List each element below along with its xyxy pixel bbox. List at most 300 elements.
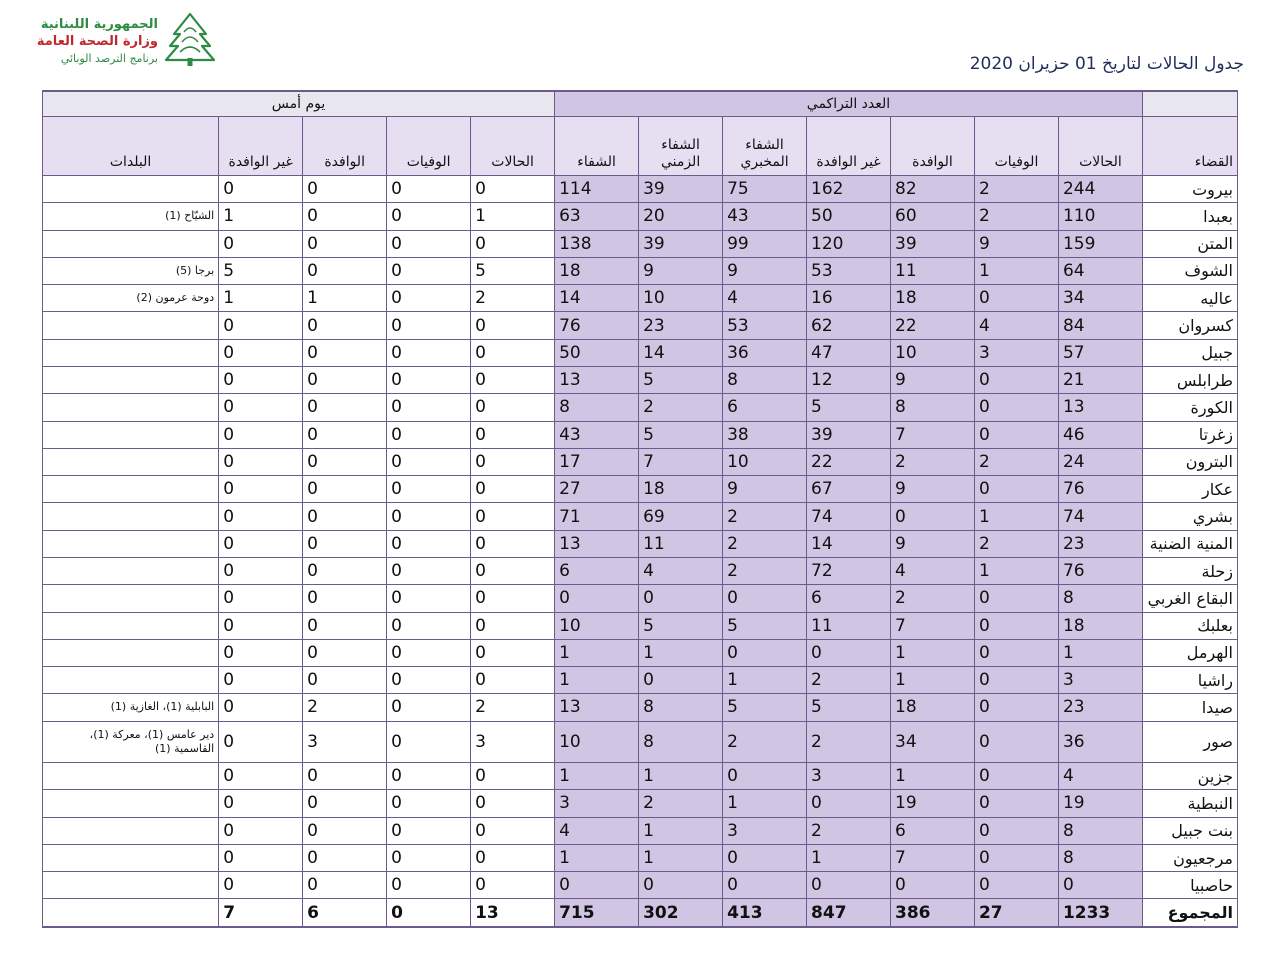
recovered-time-cell: 20 bbox=[639, 203, 723, 230]
col-header-yesterday-imported: الوافدة bbox=[303, 117, 387, 176]
yesterday-deaths-cell: 0 bbox=[387, 230, 471, 257]
towns-cell bbox=[43, 312, 219, 339]
non-imported-cell: 3 bbox=[807, 763, 891, 790]
imported-cell: 22 bbox=[891, 312, 975, 339]
recovered-lab-cell: 9 bbox=[723, 257, 807, 284]
yesterday-imported-cell: 0 bbox=[303, 763, 387, 790]
district-cell: بشري bbox=[1142, 503, 1237, 530]
recovered-cell: 6 bbox=[555, 557, 639, 584]
col-header-district: القضاء bbox=[1142, 117, 1237, 176]
cases-cell: 13 bbox=[1058, 394, 1142, 421]
deaths-cell: 0 bbox=[974, 844, 1058, 871]
imported-cell: 9 bbox=[891, 366, 975, 393]
deaths-cell: 2 bbox=[974, 448, 1058, 475]
ministry-header bbox=[14, 10, 214, 72]
table-row bbox=[43, 230, 1238, 257]
yesterday-non-imported-cell: 0 bbox=[219, 790, 303, 817]
deaths-cell: 3 bbox=[974, 339, 1058, 366]
district-cell: صيدا bbox=[1142, 694, 1237, 721]
district-cell: الشوف bbox=[1142, 257, 1237, 284]
table-row bbox=[43, 421, 1238, 448]
recovered-cell: 13 bbox=[555, 694, 639, 721]
deaths-cell: 0 bbox=[974, 763, 1058, 790]
recovered-time-cell: 1 bbox=[639, 844, 723, 871]
yesterday-deaths-cell: 0 bbox=[387, 366, 471, 393]
cases-cell: 0 bbox=[1058, 872, 1142, 899]
imported-cell: 82 bbox=[891, 176, 975, 203]
recovered-time-cell: 39 bbox=[639, 230, 723, 257]
recovered-time-cell: 9 bbox=[639, 257, 723, 284]
yesterday-imported-cell: 0 bbox=[303, 790, 387, 817]
yesterday-deaths-cell: 0 bbox=[387, 176, 471, 203]
recovered-cell: 10 bbox=[555, 721, 639, 762]
recovered-lab-cell: 5 bbox=[723, 694, 807, 721]
non-imported-cell: 67 bbox=[807, 476, 891, 503]
yesterday-deaths-cell: 0 bbox=[387, 763, 471, 790]
recovered-cell: 14 bbox=[555, 285, 639, 312]
towns-cell bbox=[43, 394, 219, 421]
district-cell: طرابلس bbox=[1142, 366, 1237, 393]
district-cell: المجموع bbox=[1142, 899, 1237, 927]
imported-cell: 19 bbox=[891, 790, 975, 817]
cases-cell: 36 bbox=[1058, 721, 1142, 762]
cases-cell: 34 bbox=[1058, 285, 1142, 312]
col-header-cases: الحالات bbox=[1058, 117, 1142, 176]
non-imported-cell: 1 bbox=[807, 844, 891, 871]
yesterday-non-imported-cell: 0 bbox=[219, 530, 303, 557]
cases-cell: 8 bbox=[1058, 817, 1142, 844]
yesterday-cases-cell: 0 bbox=[471, 667, 555, 694]
table-title: جدول الحالات لتاريخ 01 حزيران 2020 bbox=[969, 54, 1244, 74]
recovered-cell: 13 bbox=[555, 530, 639, 557]
recovered-lab-cell: 2 bbox=[723, 530, 807, 557]
yesterday-deaths-cell: 0 bbox=[387, 639, 471, 666]
ministry-name: وزارة الصحة العامة bbox=[36, 34, 158, 49]
imported-cell: 18 bbox=[891, 694, 975, 721]
yesterday-cases-cell: 0 bbox=[471, 394, 555, 421]
district-cell: صور bbox=[1142, 721, 1237, 762]
non-imported-cell: 72 bbox=[807, 557, 891, 584]
recovered-cell: 10 bbox=[555, 612, 639, 639]
yesterday-imported-cell: 0 bbox=[303, 530, 387, 557]
district-cell: عكار bbox=[1142, 476, 1237, 503]
deaths-cell: 0 bbox=[974, 667, 1058, 694]
recovered-lab-cell: 75 bbox=[723, 176, 807, 203]
towns-cell bbox=[43, 530, 219, 557]
yesterday-cases-cell: 0 bbox=[471, 790, 555, 817]
towns-cell bbox=[43, 585, 219, 612]
recovered-lab-cell: 0 bbox=[723, 585, 807, 612]
recovered-lab-cell: 43 bbox=[723, 203, 807, 230]
deaths-cell: 4 bbox=[974, 312, 1058, 339]
recovered-cell: 18 bbox=[555, 257, 639, 284]
imported-cell: 7 bbox=[891, 612, 975, 639]
imported-cell: 8 bbox=[891, 394, 975, 421]
recovered-cell: 0 bbox=[555, 585, 639, 612]
yesterday-cases-cell: 0 bbox=[471, 366, 555, 393]
non-imported-cell: 22 bbox=[807, 448, 891, 475]
yesterday-imported-cell: 0 bbox=[303, 176, 387, 203]
towns-cell bbox=[43, 639, 219, 666]
non-imported-cell: 5 bbox=[807, 694, 891, 721]
recovered-time-cell: 18 bbox=[639, 476, 723, 503]
table-row bbox=[43, 176, 1238, 203]
recovered-cell: 138 bbox=[555, 230, 639, 257]
recovered-cell: 1 bbox=[555, 667, 639, 694]
yesterday-imported-cell: 0 bbox=[303, 844, 387, 871]
total-row bbox=[43, 899, 1238, 927]
imported-cell: 11 bbox=[891, 257, 975, 284]
recovered-time-cell: 0 bbox=[639, 872, 723, 899]
recovered-time-cell: 69 bbox=[639, 503, 723, 530]
towns-cell: دير عامس (1)، معركة (1)، القاسمية (1) bbox=[43, 721, 219, 762]
imported-cell: 0 bbox=[891, 872, 975, 899]
recovered-lab-cell: 0 bbox=[723, 639, 807, 666]
recovered-lab-cell: 1 bbox=[723, 790, 807, 817]
towns-cell bbox=[43, 448, 219, 475]
yesterday-imported-cell: 0 bbox=[303, 503, 387, 530]
republic-name: الجمهورية اللبنانية bbox=[40, 17, 158, 32]
yesterday-imported-cell: 0 bbox=[303, 421, 387, 448]
program-name: برنامج الترصد الوبائي bbox=[60, 52, 158, 65]
yesterday-cases-cell: 2 bbox=[471, 694, 555, 721]
yesterday-non-imported-cell: 0 bbox=[219, 844, 303, 871]
cases-cell: 84 bbox=[1058, 312, 1142, 339]
imported-cell: 18 bbox=[891, 285, 975, 312]
non-imported-cell: 50 bbox=[807, 203, 891, 230]
col-header-non-imported: غير الوافدة bbox=[807, 117, 891, 176]
yesterday-non-imported-cell: 0 bbox=[219, 612, 303, 639]
yesterday-imported-cell: 0 bbox=[303, 394, 387, 421]
imported-cell: 6 bbox=[891, 817, 975, 844]
table-row bbox=[43, 585, 1238, 612]
cases-cell: 8 bbox=[1058, 844, 1142, 871]
cases-cell: 57 bbox=[1058, 339, 1142, 366]
yesterday-cases-cell: 0 bbox=[471, 230, 555, 257]
yesterday-cases-cell: 0 bbox=[471, 557, 555, 584]
yesterday-cases-cell: 3 bbox=[471, 721, 555, 762]
recovered-lab-cell: 2 bbox=[723, 557, 807, 584]
recovered-time-cell: 7 bbox=[639, 448, 723, 475]
recovered-lab-cell: 2 bbox=[723, 721, 807, 762]
yesterday-non-imported-cell: 0 bbox=[219, 721, 303, 762]
deaths-cell: 0 bbox=[974, 285, 1058, 312]
towns-cell bbox=[43, 176, 219, 203]
recovered-lab-cell: 8 bbox=[723, 366, 807, 393]
recovered-lab-cell: 4 bbox=[723, 285, 807, 312]
district-cell: زحلة bbox=[1142, 557, 1237, 584]
deaths-cell: 0 bbox=[974, 817, 1058, 844]
district-cell: مرجعيون bbox=[1142, 844, 1237, 871]
yesterday-imported-cell: 3 bbox=[303, 721, 387, 762]
recovered-lab-cell: 3 bbox=[723, 817, 807, 844]
district-cell: زغرتا bbox=[1142, 421, 1237, 448]
recovered-time-cell: 23 bbox=[639, 312, 723, 339]
table-row bbox=[43, 203, 1238, 230]
deaths-cell: 0 bbox=[974, 585, 1058, 612]
cases-cell: 21 bbox=[1058, 366, 1142, 393]
deaths-cell: 0 bbox=[974, 639, 1058, 666]
yesterday-cases-cell: 0 bbox=[471, 817, 555, 844]
recovered-lab-cell: 0 bbox=[723, 763, 807, 790]
table-row bbox=[43, 763, 1238, 790]
yesterday-non-imported-cell: 0 bbox=[219, 503, 303, 530]
recovered-cell: 4 bbox=[555, 817, 639, 844]
district-cell: بيروت bbox=[1142, 176, 1237, 203]
recovered-cell: 63 bbox=[555, 203, 639, 230]
yesterday-cases-cell: 0 bbox=[471, 448, 555, 475]
yesterday-deaths-cell: 0 bbox=[387, 612, 471, 639]
non-imported-cell: 0 bbox=[807, 639, 891, 666]
recovered-cell: 27 bbox=[555, 476, 639, 503]
deaths-cell: 9 bbox=[974, 230, 1058, 257]
ministry-cedar-logo-icon bbox=[164, 12, 216, 68]
table-body bbox=[43, 176, 1238, 928]
yesterday-deaths-cell: 0 bbox=[387, 530, 471, 557]
table-row bbox=[43, 817, 1238, 844]
table-row bbox=[43, 530, 1238, 557]
deaths-cell: 2 bbox=[974, 176, 1058, 203]
table-row bbox=[43, 872, 1238, 899]
col-header-deaths: الوفيات bbox=[974, 117, 1058, 176]
non-imported-cell: 2 bbox=[807, 667, 891, 694]
recovered-lab-cell: 38 bbox=[723, 421, 807, 448]
recovered-time-cell: 4 bbox=[639, 557, 723, 584]
recovered-lab-cell: 6 bbox=[723, 394, 807, 421]
yesterday-imported-cell: 2 bbox=[303, 694, 387, 721]
cases-cell: 3 bbox=[1058, 667, 1142, 694]
table-row bbox=[43, 557, 1238, 584]
recovered-time-cell: 10 bbox=[639, 285, 723, 312]
recovered-lab-cell: 5 bbox=[723, 612, 807, 639]
col-header-imported: الوافدة bbox=[891, 117, 975, 176]
towns-cell bbox=[43, 763, 219, 790]
table-row bbox=[43, 476, 1238, 503]
yesterday-non-imported-cell: 0 bbox=[219, 872, 303, 899]
deaths-cell: 2 bbox=[974, 530, 1058, 557]
towns-cell bbox=[43, 667, 219, 694]
yesterday-cases-cell: 0 bbox=[471, 476, 555, 503]
table-row bbox=[43, 612, 1238, 639]
yesterday-cases-cell: 0 bbox=[471, 339, 555, 366]
deaths-cell: 0 bbox=[974, 366, 1058, 393]
recovered-cell: 1 bbox=[555, 763, 639, 790]
yesterday-imported-cell: 0 bbox=[303, 203, 387, 230]
recovered-lab-cell: 2 bbox=[723, 503, 807, 530]
non-imported-cell: 120 bbox=[807, 230, 891, 257]
col-header-recovered-time: الشفاء الزمني bbox=[639, 117, 723, 176]
non-imported-cell: 2 bbox=[807, 721, 891, 762]
imported-cell: 34 bbox=[891, 721, 975, 762]
yesterday-imported-cell: 0 bbox=[303, 639, 387, 666]
yesterday-non-imported-cell: 0 bbox=[219, 176, 303, 203]
recovered-lab-cell: 1 bbox=[723, 667, 807, 694]
recovered-time-cell: 2 bbox=[639, 790, 723, 817]
recovered-cell: 114 bbox=[555, 176, 639, 203]
imported-cell: 1 bbox=[891, 639, 975, 666]
yesterday-imported-cell: 0 bbox=[303, 612, 387, 639]
recovered-lab-cell: 9 bbox=[723, 476, 807, 503]
recovered-lab-cell: 413 bbox=[723, 899, 807, 927]
yesterday-non-imported-cell: 0 bbox=[219, 339, 303, 366]
table-row bbox=[43, 721, 1238, 762]
deaths-cell: 0 bbox=[974, 694, 1058, 721]
table-row bbox=[43, 285, 1238, 312]
towns-cell bbox=[43, 230, 219, 257]
yesterday-cases-cell: 0 bbox=[471, 503, 555, 530]
yesterday-cases-cell: 0 bbox=[471, 421, 555, 448]
recovered-lab-cell: 99 bbox=[723, 230, 807, 257]
district-cell: جزين bbox=[1142, 763, 1237, 790]
recovered-time-cell: 5 bbox=[639, 421, 723, 448]
cases-cell: 244 bbox=[1058, 176, 1142, 203]
imported-cell: 1 bbox=[891, 667, 975, 694]
recovered-lab-cell: 10 bbox=[723, 448, 807, 475]
recovered-time-cell: 1 bbox=[639, 817, 723, 844]
deaths-cell: 0 bbox=[974, 872, 1058, 899]
yesterday-cases-cell: 0 bbox=[471, 312, 555, 339]
yesterday-non-imported-cell: 0 bbox=[219, 421, 303, 448]
non-imported-cell: 11 bbox=[807, 612, 891, 639]
imported-cell: 7 bbox=[891, 844, 975, 871]
group-header-blank bbox=[1142, 91, 1237, 117]
recovered-cell: 71 bbox=[555, 503, 639, 530]
district-cell: البقاع الغربي bbox=[1142, 585, 1237, 612]
column-header-row bbox=[43, 117, 1238, 176]
towns-cell bbox=[43, 790, 219, 817]
recovered-time-cell: 11 bbox=[639, 530, 723, 557]
col-header-yesterday-cases: الحالات bbox=[471, 117, 555, 176]
recovered-cell: 0 bbox=[555, 872, 639, 899]
yesterday-deaths-cell: 0 bbox=[387, 312, 471, 339]
imported-cell: 0 bbox=[891, 503, 975, 530]
yesterday-non-imported-cell: 0 bbox=[219, 585, 303, 612]
table-row bbox=[43, 694, 1238, 721]
recovered-cell: 8 bbox=[555, 394, 639, 421]
yesterday-deaths-cell: 0 bbox=[387, 872, 471, 899]
cases-cell: 76 bbox=[1058, 557, 1142, 584]
imported-cell: 4 bbox=[891, 557, 975, 584]
yesterday-deaths-cell: 0 bbox=[387, 694, 471, 721]
recovered-time-cell: 1 bbox=[639, 763, 723, 790]
recovered-cell: 50 bbox=[555, 339, 639, 366]
yesterday-imported-cell: 0 bbox=[303, 339, 387, 366]
towns-cell bbox=[43, 476, 219, 503]
district-cell: حاصبيا bbox=[1142, 872, 1237, 899]
towns-cell: برجا (5) bbox=[43, 257, 219, 284]
yesterday-cases-cell: 0 bbox=[471, 612, 555, 639]
yesterday-imported-cell: 0 bbox=[303, 585, 387, 612]
towns-cell bbox=[43, 557, 219, 584]
recovered-lab-cell: 0 bbox=[723, 872, 807, 899]
imported-cell: 10 bbox=[891, 339, 975, 366]
yesterday-non-imported-cell: 0 bbox=[219, 639, 303, 666]
ministry-name-block bbox=[18, 16, 158, 67]
district-cell: راشيا bbox=[1142, 667, 1237, 694]
yesterday-non-imported-cell: 0 bbox=[219, 694, 303, 721]
yesterday-non-imported-cell: 0 bbox=[219, 448, 303, 475]
yesterday-imported-cell: 0 bbox=[303, 230, 387, 257]
yesterday-deaths-cell: 0 bbox=[387, 476, 471, 503]
yesterday-non-imported-cell: 0 bbox=[219, 366, 303, 393]
imported-cell: 39 bbox=[891, 230, 975, 257]
non-imported-cell: 39 bbox=[807, 421, 891, 448]
yesterday-deaths-cell: 0 bbox=[387, 585, 471, 612]
recovered-cell: 17 bbox=[555, 448, 639, 475]
yesterday-non-imported-cell: 0 bbox=[219, 763, 303, 790]
yesterday-non-imported-cell: 0 bbox=[219, 230, 303, 257]
cases-cell: 18 bbox=[1058, 612, 1142, 639]
table-row bbox=[43, 257, 1238, 284]
yesterday-cases-cell: 13 bbox=[471, 899, 555, 927]
table-row bbox=[43, 503, 1238, 530]
table-row bbox=[43, 844, 1238, 871]
towns-cell bbox=[43, 899, 219, 927]
cases-cell: 110 bbox=[1058, 203, 1142, 230]
district-cell: النبطية bbox=[1142, 790, 1237, 817]
district-cell: بعلبك bbox=[1142, 612, 1237, 639]
non-imported-cell: 6 bbox=[807, 585, 891, 612]
yesterday-imported-cell: 0 bbox=[303, 817, 387, 844]
yesterday-deaths-cell: 0 bbox=[387, 394, 471, 421]
district-cell: الهرمل bbox=[1142, 639, 1237, 666]
col-header-recovered: الشفاء bbox=[555, 117, 639, 176]
yesterday-deaths-cell: 0 bbox=[387, 721, 471, 762]
col-header-recovered-lab: الشفاء المخبري bbox=[723, 117, 807, 176]
deaths-cell: 1 bbox=[974, 557, 1058, 584]
yesterday-non-imported-cell: 1 bbox=[219, 285, 303, 312]
yesterday-imported-cell: 0 bbox=[303, 366, 387, 393]
yesterday-imported-cell: 6 bbox=[303, 899, 387, 927]
yesterday-cases-cell: 0 bbox=[471, 639, 555, 666]
deaths-cell: 0 bbox=[974, 790, 1058, 817]
imported-cell: 7 bbox=[891, 421, 975, 448]
non-imported-cell: 5 bbox=[807, 394, 891, 421]
yesterday-imported-cell: 0 bbox=[303, 476, 387, 503]
yesterday-non-imported-cell: 5 bbox=[219, 257, 303, 284]
non-imported-cell: 62 bbox=[807, 312, 891, 339]
yesterday-cases-cell: 0 bbox=[471, 844, 555, 871]
cases-cell: 74 bbox=[1058, 503, 1142, 530]
table-row bbox=[43, 394, 1238, 421]
cases-cell: 23 bbox=[1058, 694, 1142, 721]
deaths-cell: 0 bbox=[974, 394, 1058, 421]
table-row bbox=[43, 366, 1238, 393]
non-imported-cell: 14 bbox=[807, 530, 891, 557]
yesterday-imported-cell: 0 bbox=[303, 448, 387, 475]
non-imported-cell: 847 bbox=[807, 899, 891, 927]
district-cell: بعبدا bbox=[1142, 203, 1237, 230]
non-imported-cell: 53 bbox=[807, 257, 891, 284]
towns-cell bbox=[43, 817, 219, 844]
deaths-cell: 0 bbox=[974, 721, 1058, 762]
yesterday-deaths-cell: 0 bbox=[387, 421, 471, 448]
towns-cell bbox=[43, 503, 219, 530]
non-imported-cell: 0 bbox=[807, 790, 891, 817]
non-imported-cell: 0 bbox=[807, 872, 891, 899]
district-cell: الكورة bbox=[1142, 394, 1237, 421]
recovered-cell: 715 bbox=[555, 899, 639, 927]
table-row bbox=[43, 448, 1238, 475]
yesterday-imported-cell: 0 bbox=[303, 312, 387, 339]
yesterday-deaths-cell: 0 bbox=[387, 257, 471, 284]
yesterday-non-imported-cell: 7 bbox=[219, 899, 303, 927]
imported-cell: 2 bbox=[891, 448, 975, 475]
recovered-time-cell: 0 bbox=[639, 585, 723, 612]
yesterday-cases-cell: 2 bbox=[471, 285, 555, 312]
yesterday-non-imported-cell: 0 bbox=[219, 557, 303, 584]
yesterday-non-imported-cell: 0 bbox=[219, 667, 303, 694]
